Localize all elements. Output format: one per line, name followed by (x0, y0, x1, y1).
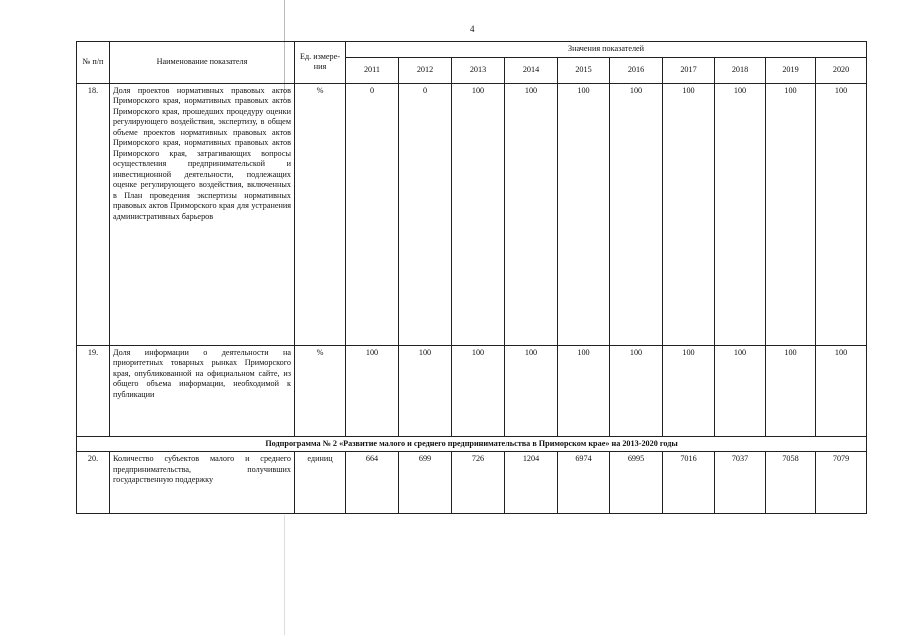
header-year: 2016 (610, 57, 663, 83)
row-num: 19. (77, 345, 110, 436)
indicators-table (76, 41, 867, 514)
row-value: 6974 (558, 452, 610, 514)
row-value: 7058 (766, 452, 816, 514)
row-value: 100 (663, 345, 715, 436)
row-value: 100 (766, 345, 816, 436)
row-value: 100 (715, 345, 766, 436)
header-name: Наименование показателя (110, 42, 295, 84)
header-num: № п/п (77, 42, 110, 84)
table-row (77, 345, 867, 436)
header-values-group: Значения показателей (346, 42, 867, 58)
row-unit: % (295, 83, 346, 345)
row-value: 100 (610, 83, 663, 345)
header-year: 2015 (558, 57, 610, 83)
row-value: 726 (452, 452, 505, 514)
scan-fold-line-lower (284, 515, 285, 635)
row-name: Количество субъектов малого и среднего предпринимательства, получивших государственную поддержку (110, 452, 295, 514)
subprogram-title: Подпрограмма № 2 «Развитие малого и среднего предпринимательства в Приморском крае» на 2013-2020 годы (77, 436, 867, 452)
row-value: 100 (610, 345, 663, 436)
table-row (77, 452, 867, 514)
row-value: 100 (452, 345, 505, 436)
row-name: Доля информации о деятельности на приоритетных товарных рынках Приморского края, опубликованной на официальном сайте, из общего объема информации, необходимой к публикации (110, 345, 295, 436)
row-value: 100 (558, 83, 610, 345)
row-value: 100 (715, 83, 766, 345)
header-unit: Ед. измере-ния (295, 42, 346, 84)
header-year: 2019 (766, 57, 816, 83)
row-unit: % (295, 345, 346, 436)
subprogram-row (77, 436, 867, 452)
header-year: 2013 (452, 57, 505, 83)
header-year: 2012 (399, 57, 452, 83)
row-value: 100 (505, 83, 558, 345)
header-year: 2018 (715, 57, 766, 83)
row-value: 100 (663, 83, 715, 345)
header-year: 2017 (663, 57, 715, 83)
row-value: 100 (505, 345, 558, 436)
row-value: 100 (452, 83, 505, 345)
row-value: 100 (399, 345, 452, 436)
header-year: 2020 (816, 57, 867, 83)
row-value: 0 (346, 83, 399, 345)
row-num: 18. (77, 83, 110, 345)
row-name: Доля проектов нормативных правовых актов Приморского края, нормативных правовых актов Приморского края, прошедших процедуру оценки регулирующего воздействия, экспертизу, в общем объеме проектов нормативных правовых актов Приморского края, нормативных правовых актов Приморского края, затрагивающих вопросы осуществления предпринимательской и инвестиционной деятельности, подлежащих оценке регулирующего воздействия, включенных в План проведения экспертизы нормативных правовых актов Приморского края для устранения административных барьеров (110, 83, 295, 345)
row-value: 1204 (505, 452, 558, 514)
row-value: 0 (399, 83, 452, 345)
page-number: 4 (470, 24, 475, 34)
row-value: 7037 (715, 452, 766, 514)
row-value: 100 (766, 83, 816, 345)
header-year: 2014 (505, 57, 558, 83)
row-value: 7016 (663, 452, 715, 514)
row-value: 100 (346, 345, 399, 436)
row-value: 6995 (610, 452, 663, 514)
row-value: 100 (558, 345, 610, 436)
row-value: 699 (399, 452, 452, 514)
row-unit: единиц (295, 452, 346, 514)
header-year: 2011 (346, 57, 399, 83)
row-value: 7079 (816, 452, 867, 514)
row-num: 20. (77, 452, 110, 514)
row-value: 664 (346, 452, 399, 514)
row-value: 100 (816, 83, 867, 345)
row-value: 100 (816, 345, 867, 436)
table-row (77, 83, 867, 345)
